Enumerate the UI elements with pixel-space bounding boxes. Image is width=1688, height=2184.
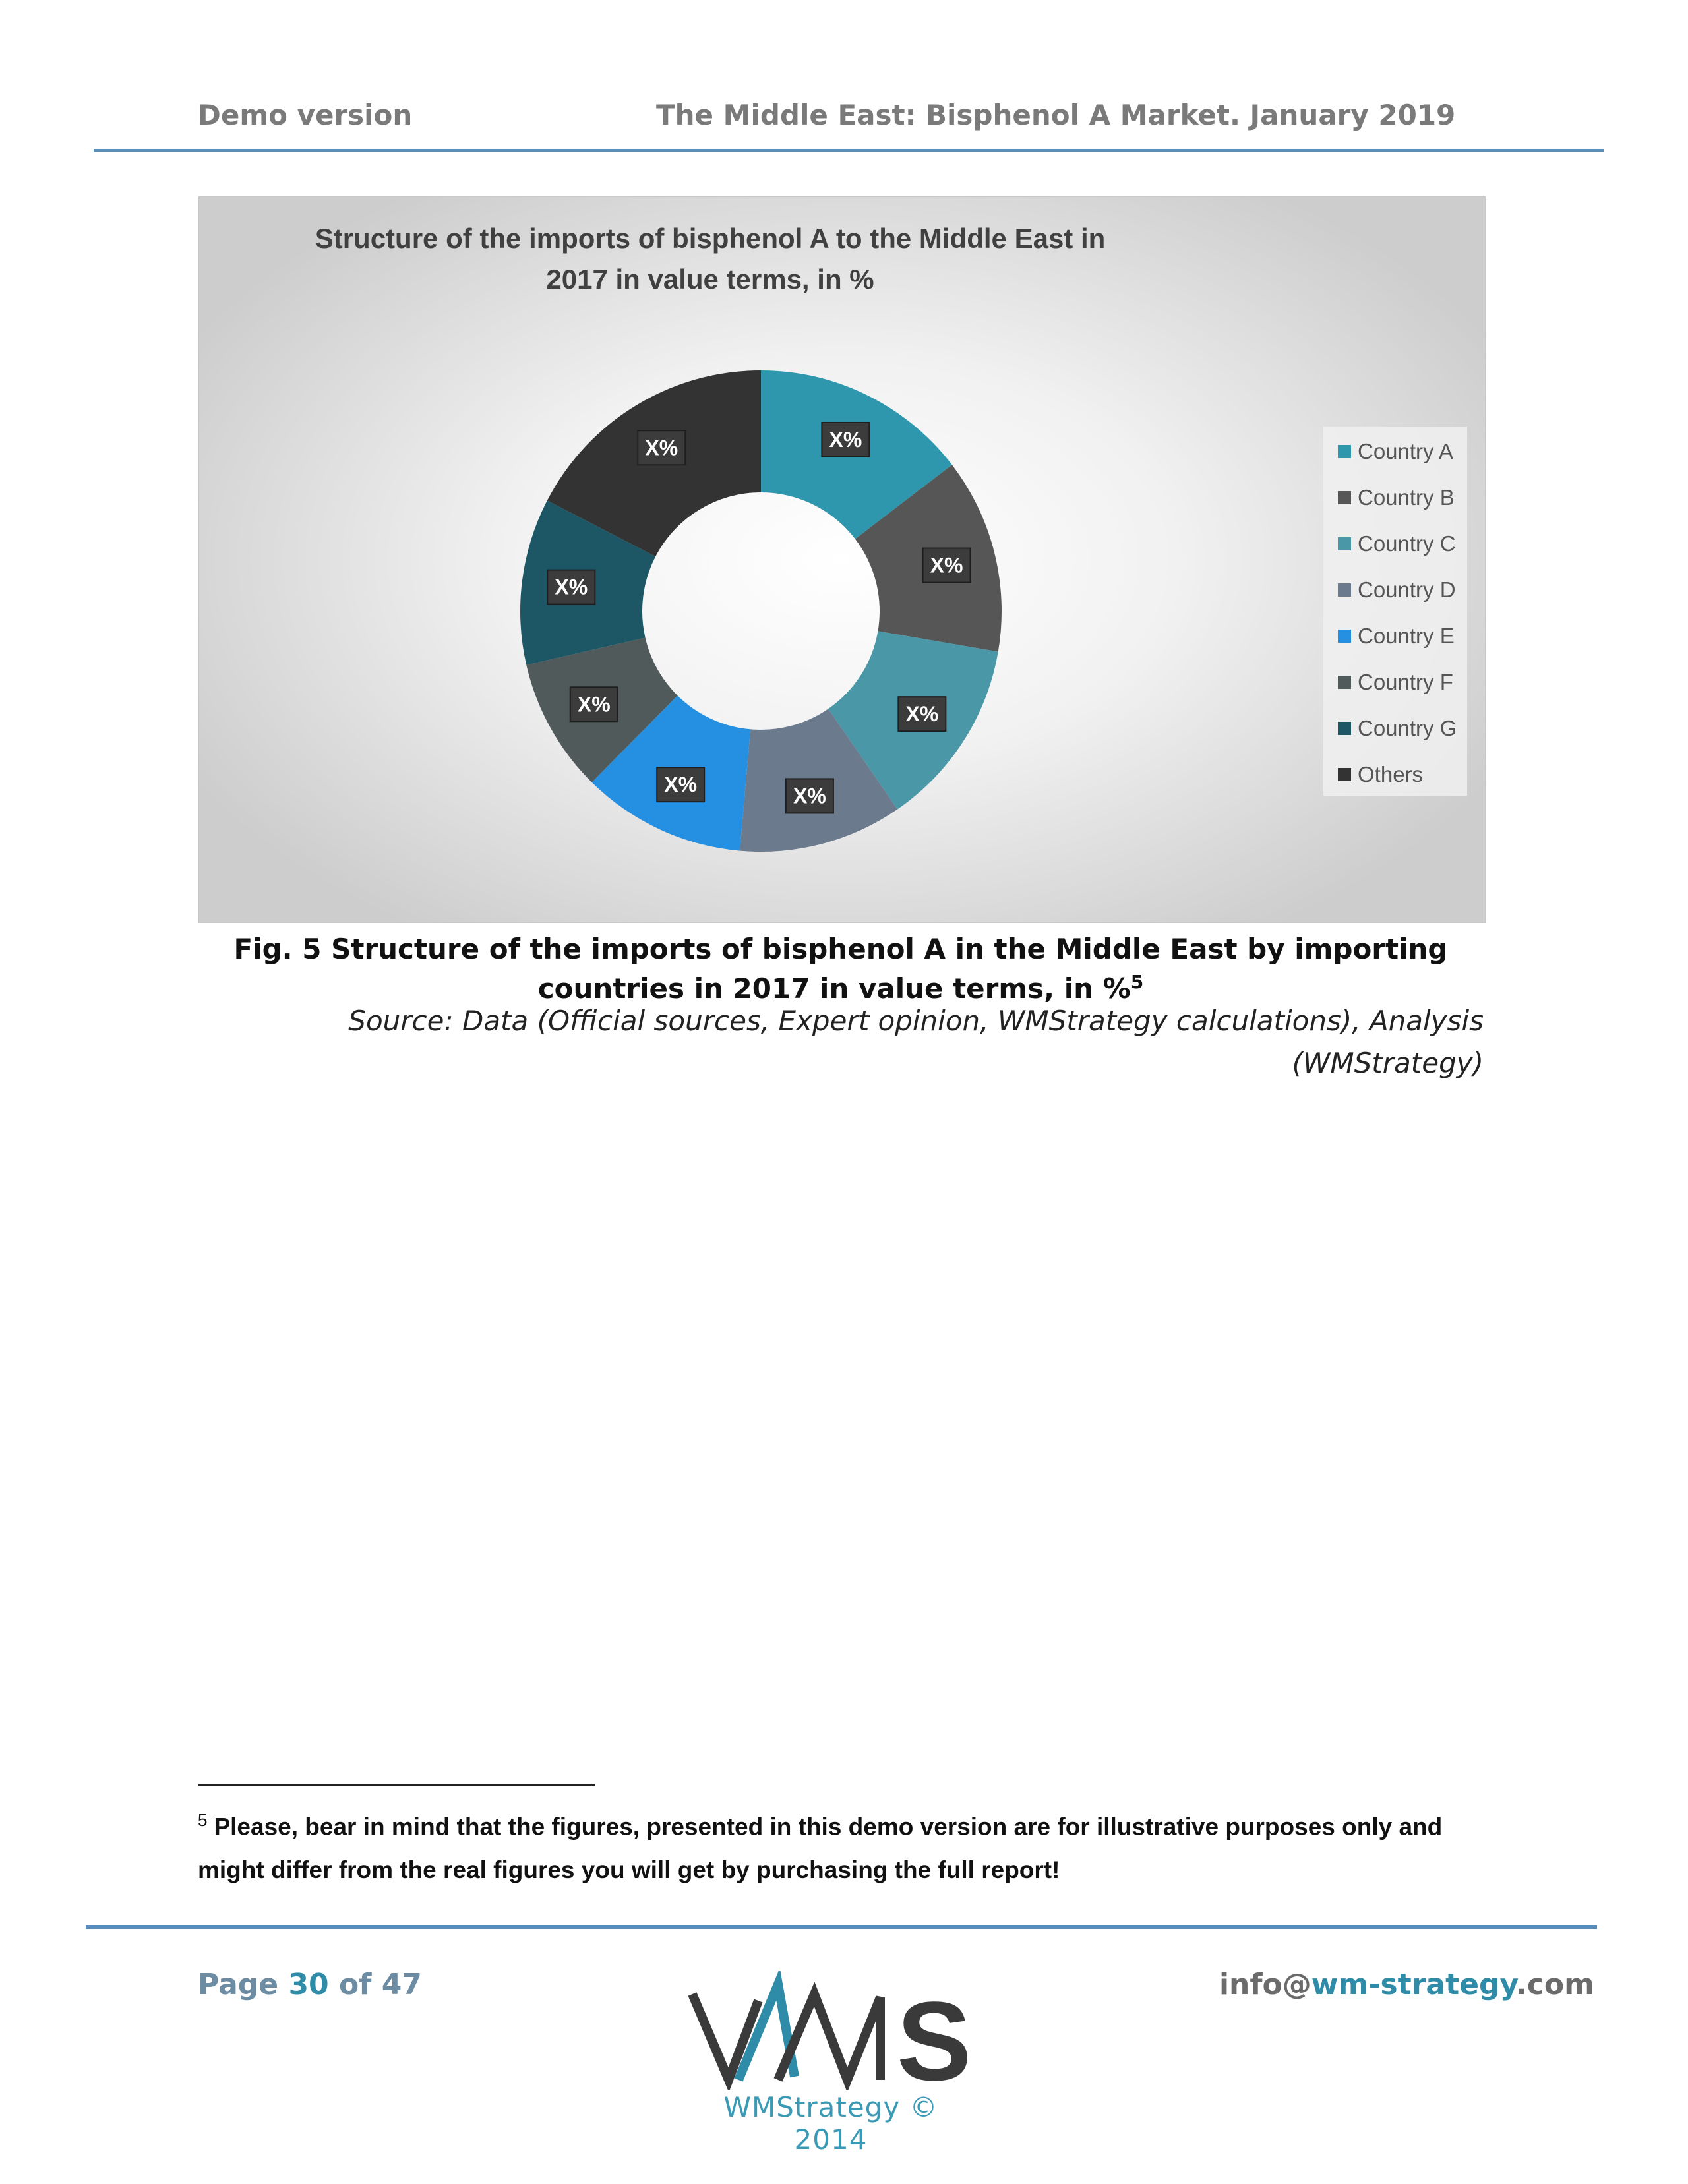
data-label-text: X%	[930, 553, 963, 577]
legend-swatch	[1338, 630, 1351, 643]
header-demo-label: Demo version	[198, 99, 413, 131]
page-number	[198, 1968, 422, 2001]
legend-label: Country C	[1358, 531, 1456, 556]
legend-label: Country E	[1358, 624, 1455, 648]
email-user: info@	[1219, 1968, 1311, 2001]
data-label	[923, 548, 971, 583]
legend-label: Country D	[1358, 577, 1456, 602]
header-report-title: The Middle East: Bisphenol A Market. January 2019	[656, 99, 1456, 131]
footnote	[198, 1798, 1490, 1892]
legend-item	[1338, 485, 1455, 511]
legend-item	[1338, 577, 1456, 603]
email-domain: wm-strategy	[1311, 1968, 1517, 2001]
legend-swatch	[1338, 722, 1351, 735]
legend-swatch	[1338, 583, 1351, 597]
figure-caption	[198, 933, 1484, 1005]
legend-item	[1338, 715, 1457, 742]
email-tld: .com	[1516, 1968, 1594, 2001]
data-label	[822, 423, 869, 457]
data-label-text: X%	[664, 773, 698, 797]
legend-item	[1338, 623, 1455, 649]
legend-label: Country F	[1358, 670, 1453, 694]
wms-logo	[679, 1971, 1009, 2090]
chart-title: Structure of the imports of bisphenol A to the Middle East in 2017 in value terms, in %	[315, 223, 1106, 295]
donut-chart	[199, 197, 1485, 922]
data-label	[570, 687, 618, 721]
page-current: 30	[288, 1968, 329, 2001]
footnote-text: Please, bear in mind that the figures, presented in this demo version are for illustrative purposes only and might differ from the real figures you will get by purchasing the full report!	[198, 1813, 1443, 1884]
data-label-text: X%	[645, 436, 678, 460]
legend-item	[1338, 438, 1453, 465]
data-label-text: X%	[555, 575, 588, 599]
figure-source: Source: Data (Official sources, Expert opinion, WMStrategy calculations), Analysis (WMStrategy)	[348, 1005, 1484, 1079]
data-label	[786, 779, 833, 813]
legend-item	[1338, 531, 1456, 557]
legend-swatch	[1338, 537, 1351, 550]
legend-label: Country G	[1358, 716, 1457, 740]
legend-label: Country A	[1358, 439, 1453, 463]
footnote-reference: 5	[1130, 971, 1144, 993]
data-label	[547, 570, 595, 605]
contact-email[interactable]	[1219, 1968, 1594, 2001]
data-label-text: X%	[577, 692, 611, 717]
header-divider	[94, 149, 1604, 152]
data-label	[657, 767, 704, 802]
donut-chart-panel	[198, 196, 1486, 923]
footer-divider	[86, 1925, 1597, 1929]
footnote-number: 5	[198, 1810, 208, 1830]
legend-label: Others	[1358, 762, 1424, 786]
legend-swatch	[1338, 445, 1351, 458]
legend-label: Country B	[1358, 485, 1455, 510]
data-label	[638, 430, 685, 465]
data-label-text: X%	[829, 427, 862, 452]
legend-item	[1338, 761, 1423, 788]
data-label	[898, 697, 946, 731]
data-label-text: X%	[905, 702, 939, 726]
figure-caption-text: Fig. 5 Structure of the imports of bisphenol A in the Middle East by importing countries in 2017 in value terms, in %	[233, 933, 1448, 1005]
chart-legend	[1323, 427, 1467, 796]
legend-item	[1338, 669, 1453, 695]
data-label-text: X%	[793, 784, 826, 808]
legend-swatch	[1338, 491, 1351, 504]
legend-swatch	[1338, 768, 1351, 781]
footnote-divider	[198, 1784, 595, 1786]
logo-caption: WMStrategy © 2014	[723, 2091, 938, 2156]
legend-swatch	[1338, 676, 1351, 689]
logo-letter-s: S	[897, 1979, 972, 2090]
page-total: of 47	[339, 1968, 422, 2001]
page-label: Page	[198, 1968, 279, 2001]
